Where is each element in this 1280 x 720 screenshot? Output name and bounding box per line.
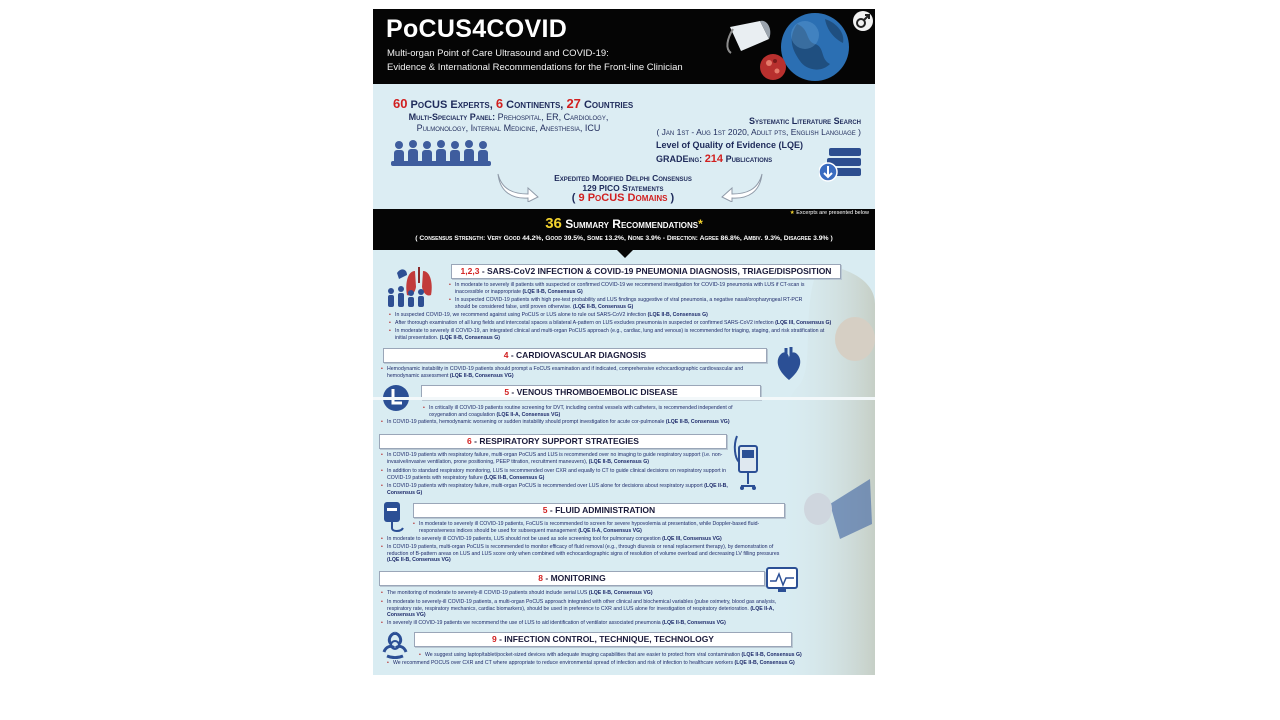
recommendation-item: • We recommend POCUS over CXR and CT where appropriate to reduce environmental spread of infection and risk of infection to healthcare workers (LQE II-B, Consensus G) <box>393 660 863 667</box>
panel-line-2: Pulmonology, Internal Medicine, Anesthesia, ICU <box>416 123 601 133</box>
recommendation-item: • After thorough examination of all lung fields and intercostal spaces a bilateral A-pattern on LUS excludes pneumonia in suspected or confirmed SARS-CoV2 infection (LQE III, Consensus G) <box>395 320 855 327</box>
arrow-left-icon <box>716 172 764 202</box>
expert-stats <box>393 96 633 111</box>
excerpt-note: ★ Excerpts are presented below <box>789 210 869 216</box>
experts-count: 60 <box>393 96 408 111</box>
experts-label: PoCUS Experts, <box>410 99 493 111</box>
section-number: 4 <box>503 350 509 360</box>
lungs-icon <box>385 265 441 309</box>
domains-label: PoCUS Domains <box>584 192 668 204</box>
recommendation-item: • In suspected COVID-19, we recommend against using PoCUS or LUS alone to rule out SARS-CoV2 infection (LQE II-B, Consensus G) <box>395 312 835 319</box>
male-symbol-icon <box>853 11 873 31</box>
section-monitoring-header <box>379 571 765 586</box>
summary-bar <box>373 209 875 250</box>
continents-label: Continents, <box>506 99 564 111</box>
section-number: 8 <box>538 573 544 583</box>
countries-count: 27 <box>566 96 581 111</box>
heart-icon <box>775 346 803 382</box>
biohazard-icon <box>381 631 409 659</box>
section-cardiovascular-header <box>383 348 767 363</box>
recommendation-item: • In moderate to severely ill COVID-19 patients, LUS should not be used as sole screening tool for pulmonary congestion (LQE III, Consensus VG) <box>387 536 787 543</box>
section-title: - VENOUS THROMBOEMBOLIC DISEASE <box>509 387 678 397</box>
domains-line <box>523 193 723 203</box>
subtitle-line-1: Multi-organ Point of Care Ultrasound and COVID-19: <box>387 48 609 59</box>
subtitle-line-2: Evidence & International Recommendations for the Front-line Clinician <box>387 62 683 73</box>
ventilator-icon <box>733 432 765 490</box>
publications-count: 214 <box>704 153 724 165</box>
recommendation-item: • In COVID-19 patients with respiratory failure, multi-organ PoCUS is recommended over LUS alone for decisions about respiratory support (LQE II-B, Consensus G) <box>387 483 733 496</box>
summary-title <box>373 215 875 232</box>
excerpt-note-text: Excerpts are presented below <box>796 210 869 216</box>
domains-count: 9 <box>578 192 585 204</box>
continents-count: 6 <box>495 96 504 111</box>
poster-subtitle <box>387 47 683 75</box>
section-diagnosis-header <box>451 264 841 279</box>
recommendations-count: 36 <box>545 215 562 232</box>
section-title: - CARDIOVASCULAR DIAGNOSIS <box>508 350 647 360</box>
section-number: 9 <box>492 634 497 644</box>
recommendation-item: • Hemodynamic instability in COVID-19 patients should prompt a FoCUS examination and if indicated, comprehensive echocardiographic cardiovascular and hemodynamic assessment (LQE II-B, Consensus VG) <box>387 366 767 379</box>
recommendation-item: • In moderate to severely-ill COVID-19 patients, a multi-organ PoCUS approach integrated with other clinical and biochemical variables (pulse oximetry, blood gas analysis, respiratory rate, respiratory mechanics, cardiac biomarkers), should be used in preference to CXR and LUS alone for investigation of respiratory deterioration. (LQE II-A, Consensus VG) <box>387 599 791 619</box>
ultrasound-probe-icon <box>727 21 770 53</box>
literature-search <box>641 116 861 138</box>
section-title: - FLUID ADMINISTRATION <box>547 505 656 515</box>
people-icon <box>391 139 491 171</box>
section-number: 6 <box>467 436 472 446</box>
literature-detail: ( Jan 1st - Aug 1st 2020, Adult pts, English Language ) <box>656 127 861 137</box>
recommendation-item: • In addition to standard respiratory monitoring, LUS is recommended over CXR and equally to CT to guide clinical decisions on respiratory support in COVID-19 patients with respiratory failure (LQE II-B, Consensus G) <box>387 468 733 481</box>
delphi-line-1: Expedited Modified Delphi Consensus <box>554 173 692 183</box>
section-title: - MONITORING <box>543 573 606 583</box>
recommendation-item: • In moderate to severely ill patients with suspected or confirmed COVID-19 we recommend investigation for COVID-19 pneumonia with LUS if CT-scan is inaccessible or inappropriate (LQE II-B, Consensus G) <box>455 282 815 295</box>
divider-line <box>373 397 875 400</box>
section-title: - SARS-CoV2 INFECTION & COVID-19 PNEUMONIA DIAGNOSIS, TRIAGE/DISPOSITION <box>479 266 832 276</box>
literature-title: Systematic Literature Search <box>749 116 861 126</box>
infographic-poster <box>373 9 875 675</box>
recommendation-item: • In severely ill COVID-19 patients we recommend the use of LUS to aid identification of ventilator associated pneumonia (LQE II-B, Consensus VG) <box>387 620 791 627</box>
recommendation-item: • In moderate to severely ill COVID-19, an integrated clinical and multi-organ PoCUS approach (e.g., cardiac, lung and venous) is recommended for triaging, staging, and risk stratification at initial presentation. (LQE II-B, Consensus G) <box>395 328 825 341</box>
iv-bag-icon <box>381 500 407 534</box>
panel-label: Multi-Specialty Panel: <box>408 112 496 122</box>
section-fluid-header <box>413 503 785 518</box>
section-number: 5 <box>542 505 548 515</box>
books-icon <box>819 146 863 182</box>
domains-open: ( <box>571 192 579 204</box>
section-infection-control-header <box>414 632 792 647</box>
publications-label: Publications <box>725 154 773 164</box>
recommendation-item: • In critically ill COVID-19 patients routine screening for DVT, including central vessels with catheters, is recommended independent of oxygenation and coagulation (LQE II-A, Consensus VG) <box>429 405 759 418</box>
consensus-strength: ( Consensus Strength: Very Good 44.2%, Good 39.5%, Some 13.2%, None 3.9% - Direction: Agree 86.8%, Ambiv. 9.3%, Disagree 3.9% ) <box>415 235 833 242</box>
summary-pointer <box>617 250 633 258</box>
recommendation-item: • In COVID-19 patients, multi-organ PoCUS is recommended to monitor efficacy of fluid removal (e.g., through diuresis or renal replacement therapy), by demonstration of reduction of B-pattern areas on LUS and LUS score only when combined with echocardiographic signs of resolution of volume overload and decreasing LV filling pressures (LQE II-B, Consensus VG) <box>387 544 791 564</box>
recommendation-item: • In COVID-19 patients with respiratory failure, multi-organ PoCUS and LUS is recommended over no imaging to guide respiratory support (i.e. non-invasive/invasive ventilation, prone positioning, PEEP titration, recruitment maneuvers), (LQE II-B, Consensus G) <box>387 452 733 465</box>
virus-icon <box>760 54 786 80</box>
section-title: - RESPIRATORY SUPPORT STRATEGIES <box>471 436 639 446</box>
lqe-label: Level of Quality of Evidence (LQE) <box>656 140 804 150</box>
delphi-consensus <box>523 173 723 203</box>
delphi-line-2: 129 PICO Statements <box>582 183 664 193</box>
recommendation-item: • In suspected COVID-19 patients with high pre-test probability and LUS findings suggestive of viral pneumonia, a negative nasal/oropharyngeal RT-PCR should be considered false, until proven otherwise. (LQE II-B, Consensus G) <box>455 297 815 310</box>
panel-line-1: Prehospital, ER, Cardiology, <box>497 112 609 122</box>
globe-icon <box>781 13 849 81</box>
section-title: - INFECTION CONTROL, TECHNIQUE, TECHNOLOGY <box>496 634 714 644</box>
recommendation-item: • The monitoring of moderate to severely-ill COVID-19 patients should include serial LUS (LQE II-B, Consensus VG) <box>387 590 787 597</box>
section-respiratory-header <box>379 434 727 449</box>
summary-title-text: Summary Recommendations <box>565 217 699 231</box>
recommendation-item: • In COVID-19 patients, hemodynamic worsening or sudden instability should prompt investigation for acute cor-pulmonale (LQE II-B, Consensus VG) <box>387 419 787 426</box>
header <box>373 9 875 84</box>
overview-section <box>373 84 875 209</box>
grade-label: GRADEing: <box>656 154 703 164</box>
section-number: 5 <box>504 387 510 397</box>
recommendation-item: • We suggest using laptop/tablet/pocket-sized devices with adequate imaging capabilities that are easier to protect from viral contamination (LQE II-B, Consensus G) <box>425 652 865 659</box>
domains-close: ) <box>667 192 675 204</box>
grading-stats <box>656 153 772 165</box>
summary-star: * <box>698 217 703 231</box>
countries-label: Countries <box>583 99 634 111</box>
poster-title: PoCUS4COVID <box>386 15 568 43</box>
recommendation-item: • In moderate to severely ill COVID-19 patients, FoCUS is recommended to screen for severe hypovolemia at presentation, while Doppler-based fluid-responsiveness indices should be used for subsequent management (LQE II-A, Consensus VG) <box>419 521 779 534</box>
section-number: 1,2,3 <box>460 266 480 276</box>
specialty-panel <box>391 112 626 134</box>
